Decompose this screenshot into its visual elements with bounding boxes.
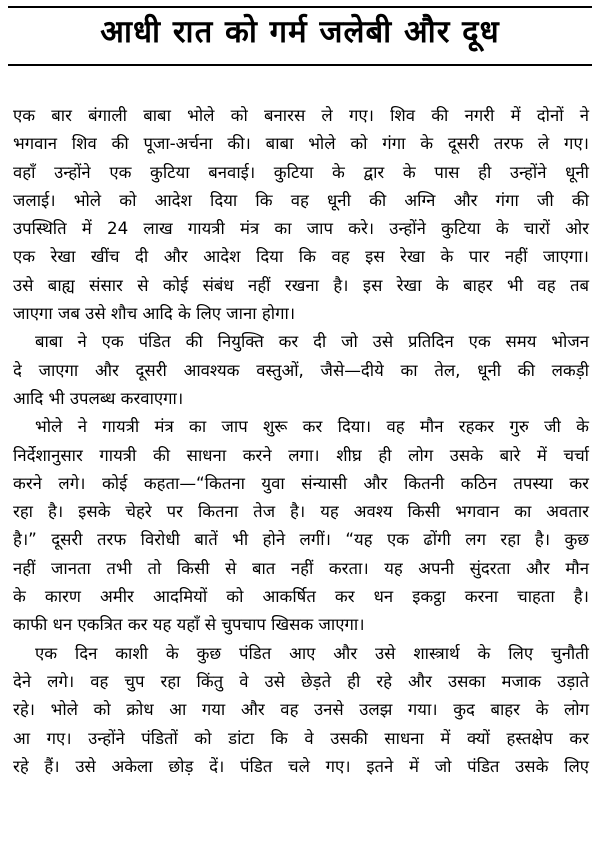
- text-line: के कारण अमीर आदमियों को आकर्षित कर धन इकट्ठा करना चाहता है।: [13, 586, 589, 607]
- title-top-rule: [8, 6, 592, 8]
- text-line: वहाँ उन्होंने एक कुटिया बनवाई। कुटिया के द्वार के पास ही उन्होंने धूनी: [13, 161, 589, 182]
- text-line: जाएगा जब उसे शौच आदि के लिए जाना होगा।: [13, 303, 296, 324]
- paragraph: [13, 327, 589, 412]
- title-bottom-rule: [8, 64, 592, 66]
- text-line: रहा है। इसके चेहरे पर कितना तेज है। यह अवश्य किसी भगवान का अवतार: [13, 501, 589, 522]
- paragraph: [13, 639, 589, 780]
- paragraph: [13, 101, 589, 327]
- text-line: उसे बाह्य संसार से कोई संबंध नहीं रखना है। इस रेखा के बाहर भी वह तब: [13, 274, 589, 295]
- text-line: देने लगे। वह चुप रहा किंतु वे उसे छेड़ते ही रहे और उसका मजाक उड़ाते: [13, 670, 589, 691]
- text-line: बाबा ने एक पंडित की नियुक्ति कर दी जो उसे प्रतिदिन एक समय भोजन: [35, 331, 589, 352]
- text-line: भगवान शिव की पूजा-अर्चना की। बाबा भोले को गंगा के दूसरी तरफ ले गए।: [13, 133, 589, 154]
- text-line: करने लगे। कोई कहता—“कितना युवा संन्यासी और कितनी कठिन तपस्या कर: [13, 472, 589, 493]
- text-line: एक बार बंगाली बाबा भोले को बनारस ले गए। शिव की नगरी में दोनों ने: [13, 105, 589, 125]
- text-line: रहे हैं। उसे अकेला छोड़ दें। पंडित चले गए। इतने में जो पंडित उसके लिए: [13, 755, 589, 776]
- text-line: काफी धन एकत्रित कर यह यहाँ से चुपचाप खिसक जाएगा।: [13, 614, 365, 635]
- chapter-title: आधी रात को गर्म जलेबी और दूध: [100, 14, 500, 50]
- text-line: है।” दूसरी तरफ विरोधी बातें भी होने लगीं। “यह एक ढोंगी लग रहा है। कुछ: [13, 529, 589, 550]
- chapter-header: [0, 0, 600, 78]
- text-line: आदि भी उपलब्ध करवाएगा।: [13, 387, 184, 408]
- text-line: नहीं जानता तभी तो किसी से बात नहीं करता। यह अपनी सुंदरता और मौन: [13, 557, 589, 578]
- text-line: भोले ने गायत्री मंत्र का जाप शुरू कर दिया। वह मौन रहकर गुरु जी के: [35, 416, 589, 437]
- text-line: एक दिन काशी के कुछ पंडित आए और उसे शास्त्रार्थ के लिए चुनौती: [35, 642, 589, 663]
- text-line: उपस्थिति में 24 लाख गायत्री मंत्र का जाप करे। उन्होंने कुटिया के चारों ओर: [13, 218, 589, 239]
- text-line: दे जाएगा और दूसरी आवश्यक वस्तुओं, जैसे—दीये का तेल, धूनी की लकड़ी: [13, 359, 589, 380]
- body-text: [13, 101, 589, 780]
- text-line: जलाई। भोले को आदेश दिया कि वह धूनी की अग्नि और गंगा जी की: [13, 189, 589, 210]
- text-line: आ गए। उन्होंने पंडितों को डांटा कि वे उसकी साधना में क्यों हस्तक्षेप कर: [13, 727, 589, 748]
- paragraph: [13, 412, 589, 638]
- text-line: रहे। भोले को क्रोध आ गया और वह उनसे उलझ गया। कुद बाहर के लोग: [13, 699, 589, 720]
- text-line: एक रेखा खींच दी और आदेश दिया कि वह इस रेखा के पार नहीं जाएगा।: [13, 246, 589, 267]
- text-line: निर्देशानुसार गायत्री की साधना करने लगा। शीघ्र ही लोग उसके बारे में चर्चा: [13, 444, 589, 465]
